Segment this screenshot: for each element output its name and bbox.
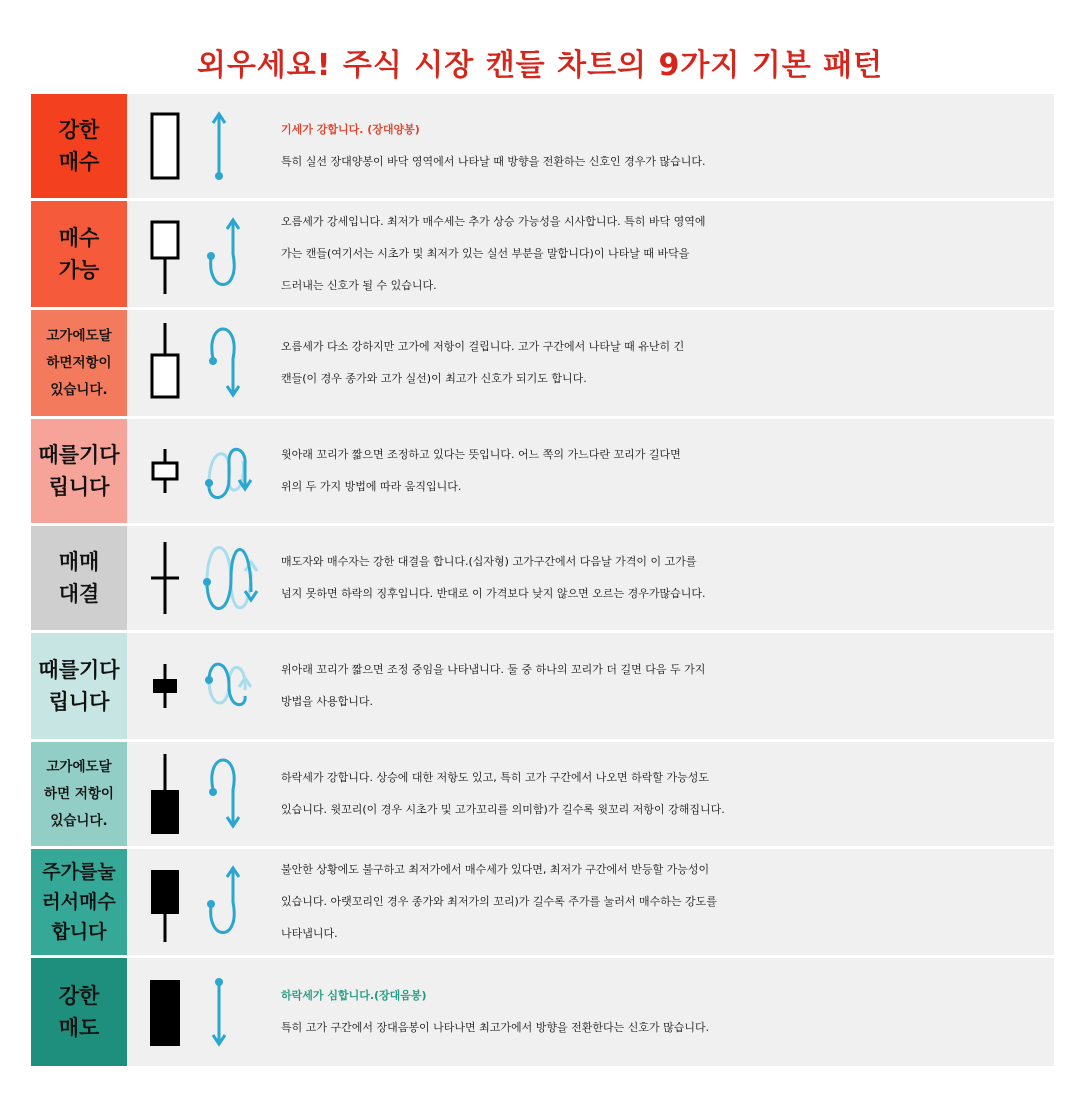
pattern-description [275,633,1054,739]
candle-body [153,679,177,693]
pattern-headline: 기세가 강합니다. (장대양봉) [281,123,420,136]
candle-body [151,790,179,834]
arrow-start-dot [205,479,213,487]
description-line: 오름세가 다소 강하지만 고가에 저항이 걸립니다. 고가 구간에서 나타날 때 유난히 긴 [281,340,685,353]
arrow-start-dot [215,978,223,986]
description-line: 드러내는 신호가 될 수 있습니다. [281,279,437,292]
pattern-row [31,633,1054,739]
pattern-label: 때를기다 립니다 [31,419,127,523]
pattern-headline: 하락세가 심합니다.(장대음봉) [281,989,427,1002]
pattern-description [275,958,1054,1066]
arrow-hook-up-icon [207,220,239,285]
candle-doji-icon [127,526,275,630]
arrow-double-loop-icon [203,548,257,609]
pattern-row [31,526,1054,630]
pattern-row [31,94,1054,198]
description-line: 위의 두 가지 방법에 따라 움직입니다. [281,480,462,493]
candle-body [152,355,178,397]
pattern-description [275,201,1054,307]
pattern-label: 주가를눌 러서매수 합니다 [31,849,127,955]
candle-white-upper-shadow-icon [127,310,275,416]
arrow-path [209,454,244,490]
description-line: 매도자와 매수자는 강한 대결을 합니다.(십자형) 고가구간에서 다음날 가격이 이 고가를 [281,555,697,568]
pattern-row [31,742,1054,846]
arrow-path [211,870,235,933]
description-line: 있습니다. 아랫꼬리인 경우 종가와 최저가의 꼬리)가 길수록 주가를 눌러서 매수하는 강도를 [281,895,717,908]
pattern-icons [127,849,275,955]
pattern-icons [127,419,275,523]
arrow-path [211,222,235,285]
pattern-icons [127,310,275,416]
candle-white-marubozu-icon [127,94,275,198]
description-line: 캔들(이 경우 종가와 고가 실선)이 최고가 신호가 되기도 합니다. [281,372,587,385]
arrow-start-dot [207,900,215,908]
description-line: 특히 고가 구간에서 장대음봉이 나타나면 최고가에서 방향을 전환한다는 신호가 많습니다. [281,1021,710,1034]
arrow-start-dot [209,357,217,365]
pattern-row [31,849,1054,955]
page-title: 외우세요! 주식 시장 캔들 차트의 9가지 기본 패턴 [196,48,884,83]
pattern-icons [127,633,275,739]
arrow-start-dot [205,676,213,684]
candle-black-upper-shadow-icon [127,742,275,846]
candle-black-lower-shadow-icon [127,849,275,955]
arrow-straight-down-icon [213,978,225,1044]
pattern-description [275,310,1054,416]
pattern-label: 고가에도달 하면 저항이 있습니다. [31,742,127,846]
pattern-row [31,201,1054,307]
pattern-row [31,419,1054,523]
candle-black-marubozu-icon [127,958,275,1066]
candle-body [150,980,180,1046]
candle-body [152,222,178,258]
description-line: 넘지 못하면 하락의 징후입니다. 반대로 이 가격보다 낮지 않으면 오르는 경우가많습니다. [281,587,706,600]
candle-black-spinning-icon [127,633,275,739]
arrow-start-dot [207,252,215,260]
pattern-label: 때를기다 립니다 [31,633,127,739]
pattern-icons [127,742,275,846]
pattern-icons [127,526,275,630]
pattern-label: 고가에도달 하면저항이 있습니다. [31,310,127,416]
description-line: 있습니다. 윗꼬리(이 경우 시초가 및 고가꼬리를 의미함)가 길수록 윗꼬리 저항이 강해집니다. [281,803,725,816]
description-line: 위아래 꼬리가 짧으면 조정 중임을 나타냅니다. 둘 중 하나의 꼬리가 더 길면 다음 두 가지 [281,663,706,676]
pattern-icons [127,958,275,1066]
arrow-start-dot [209,788,217,796]
pattern-icons [127,94,275,198]
candle-white-lower-shadow-icon [127,201,275,307]
description-line: 윗아래 꼬리가 짧으면 조정하고 있다는 뜻입니다. 어느 쪽의 가느다란 꼬리가 길다면 [281,448,681,461]
candle-body [153,463,177,479]
pattern-row [31,310,1054,416]
pattern-label: 강한 매도 [31,958,127,1066]
arrow-hook-down-icon [209,760,239,826]
pattern-description [275,742,1054,846]
pattern-description [275,94,1054,198]
arrow-s-down-icon [205,664,251,704]
pattern-label: 강한 매수 [31,94,127,198]
description-line: 방법을 사용합니다. [281,695,374,708]
pattern-description [275,526,1054,630]
pattern-icons [127,201,275,307]
arrow-straight-up-icon [213,114,225,180]
pattern-description [275,419,1054,523]
arrow-hook-up-icon [207,868,239,933]
pattern-label: 매매 대결 [31,526,127,630]
arrow-hook-down-icon [209,329,239,395]
description-line: 특히 실선 장대양봉이 바닥 영역에서 나타날 때 방향을 전환하는 신호인 경우가 많습니다. [281,155,706,168]
description-line: 가는 캔들(여기서는 시초가 및 최저가 있는 실선 부분을 말합니다)이 나타날 때 바닥을 [281,247,690,260]
description-line: 나타냅니다. [281,927,338,940]
candle-white-spinning-icon [127,419,275,523]
description-line: 오름세가 강세입니다. 최저가 매수세는 추가 상승 가능성을 시사합니다. 특히 바닥 영역에 [281,215,706,228]
arrow-s-up-icon [205,449,251,497]
arrow-start-dot [215,172,223,180]
candle-body [151,870,179,914]
description-line: 하락세가 강합니다. 상승에 대한 저항도 있고, 특히 고가 구간에서 나오면 하락할 가능성도 [281,771,709,784]
description-line: 불안한 상황에도 불구하고 최저가에서 매수세가 있다면, 최저가 구간에서 반등할 가능성이 [281,863,710,876]
arrow-start-dot [203,578,211,586]
pattern-label: 매수 가능 [31,201,127,307]
pattern-row [31,958,1054,1066]
candle-body [152,114,178,178]
pattern-description [275,849,1054,955]
